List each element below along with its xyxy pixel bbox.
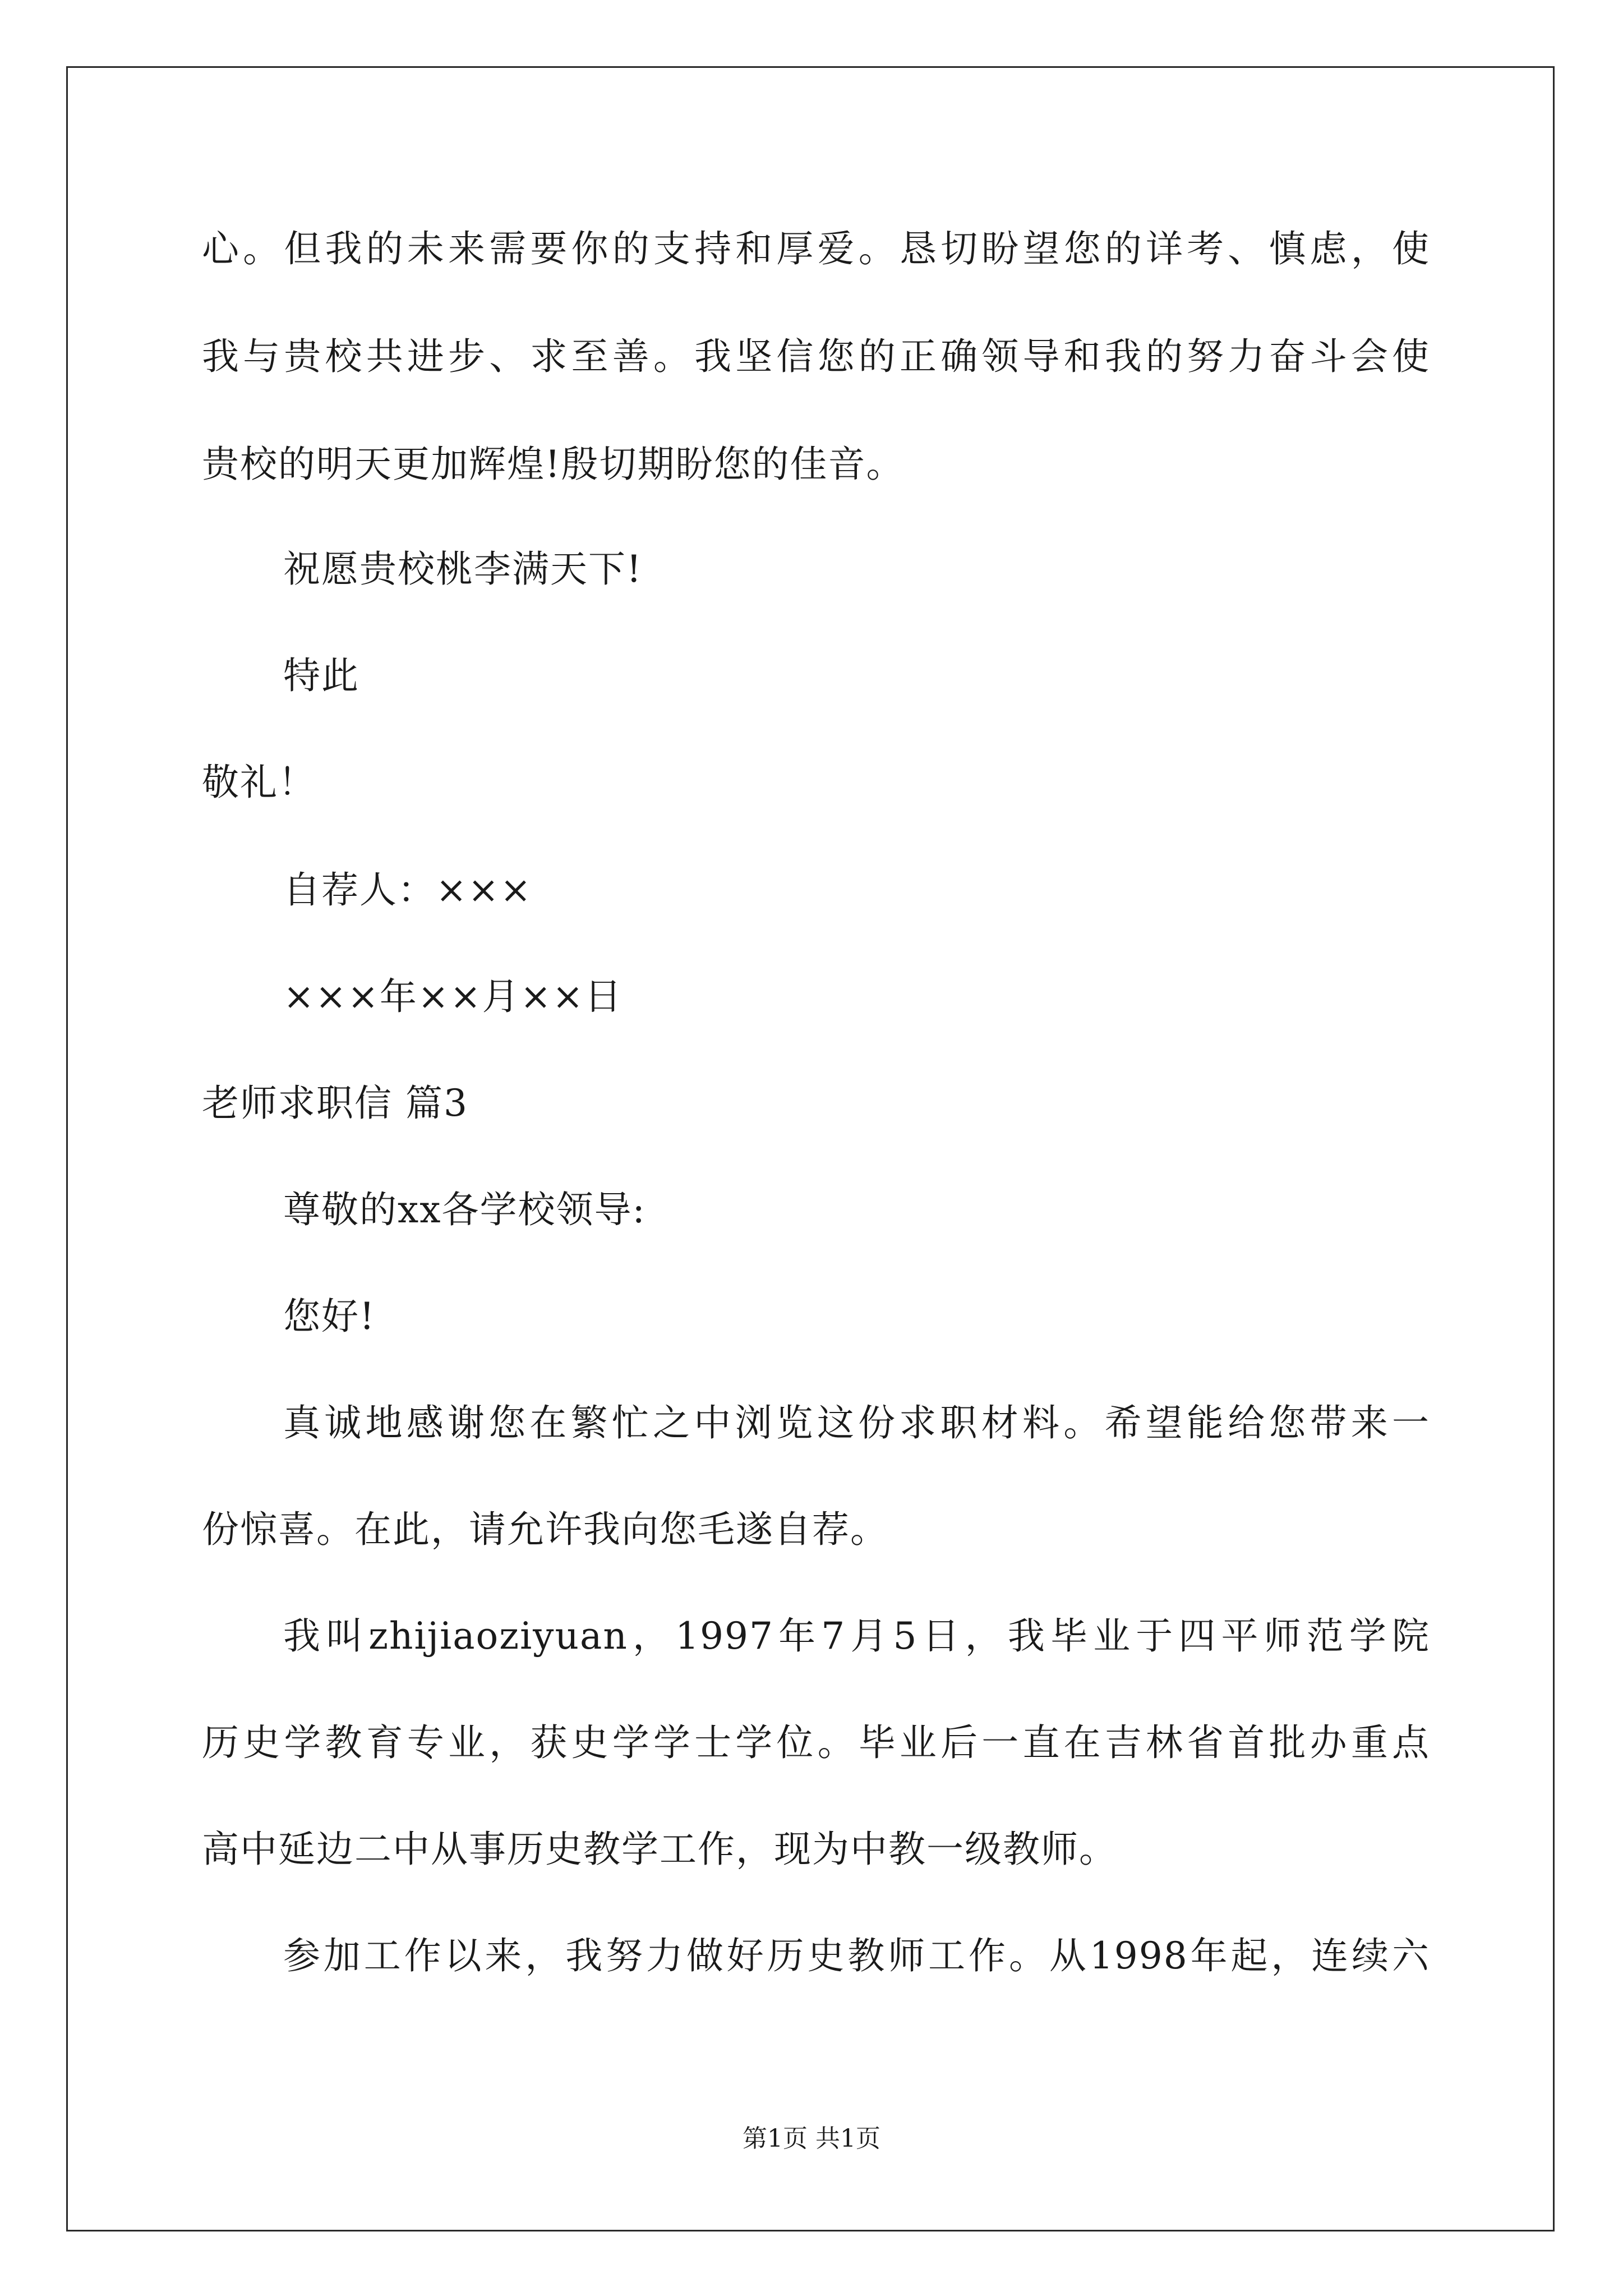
page-footer: 第1页 共1页 [743,2124,880,2153]
greeting: 您好! [283,1295,376,1338]
page-border [66,66,1555,2231]
text-line: 我与贵校共进步、求至善。我坚信您的正确领导和我的努力奋斗会使 [202,335,1430,378]
text-line: 敬礼！ [202,761,316,804]
text-line: 贵校的明天更加辉煌!殷切期盼您的佳音。 [202,443,905,486]
section-heading: 老师求职信 篇3 [202,1082,468,1125]
text-line: 高中延边二中从事历史教学工作，现为中教一级教师。 [202,1828,1117,1871]
text-line: 份惊喜。在此，请允许我向您毛遂自荐。 [202,1508,888,1551]
date-line: ×××年××月××日 [283,975,623,1018]
text-line: 特此 [283,654,359,697]
text-line: 心。但我的未来需要你的支持和厚爱。恳切盼望您的详考、慎虑，使 [202,227,1430,270]
salutation: 尊敬的xx各学校领导: [283,1188,646,1231]
signature-line: 自荐人：××× [283,868,532,912]
text-line: 历史学教育专业，获史学学士学位。毕业后一直在吉林省首批办重点 [202,1721,1430,1764]
text-line: 真诚地感谢您在繁忙之中浏览这份求职材料。希望能给您带来一 [283,1401,1430,1444]
text-line: 祝愿贵校桃李满天下! [283,547,643,591]
text-line: 我叫zhijiaoziyuan，1997年7月5日，我毕业于四平师范学院 [283,1614,1430,1658]
text-line: 参加工作以来，我努力做好历史教师工作。从1998年起，连续六 [283,1934,1430,1977]
